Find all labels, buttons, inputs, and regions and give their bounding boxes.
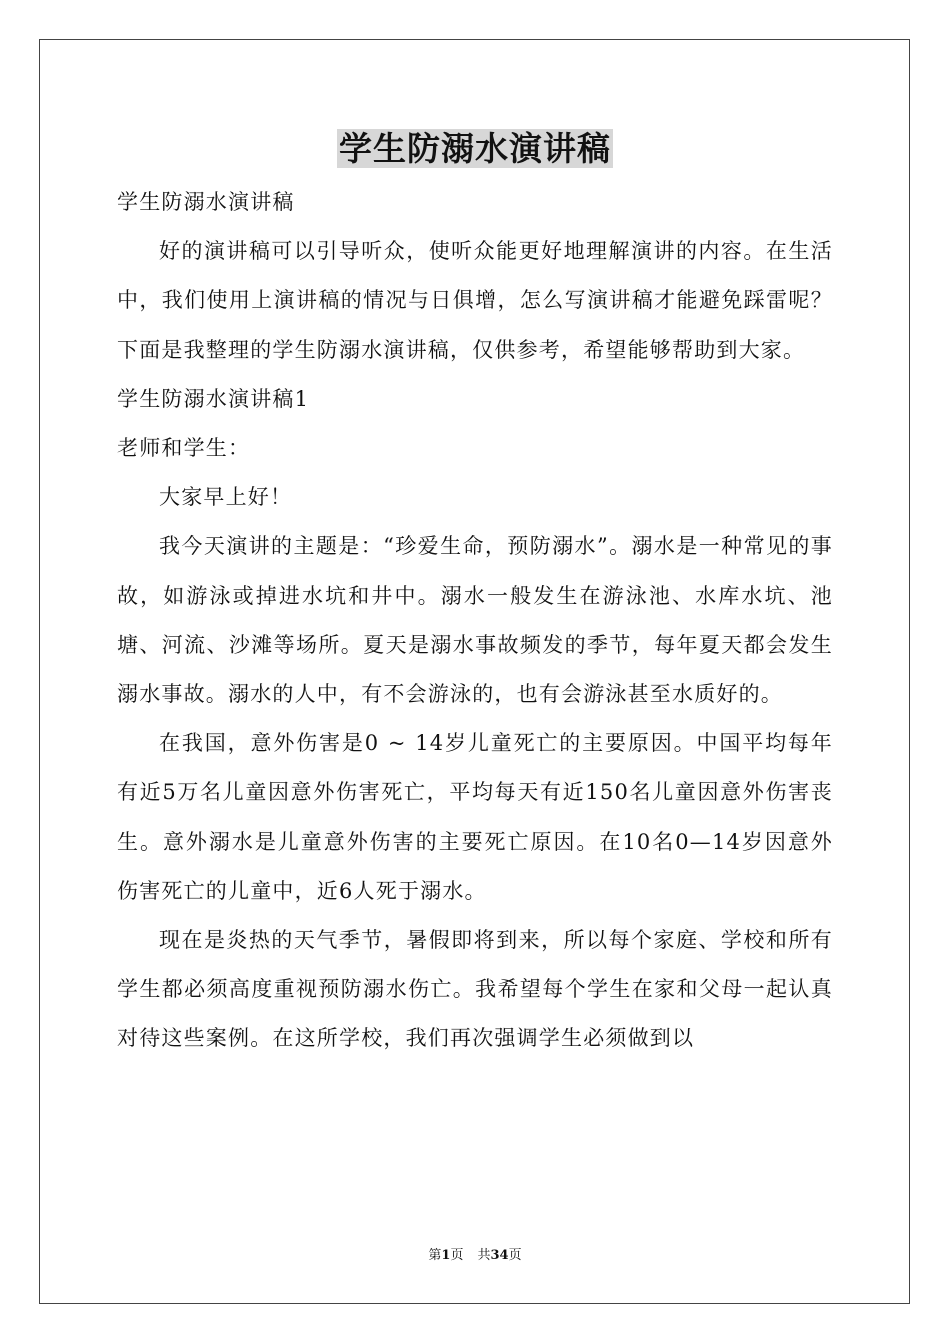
total-suffix: 页 [508,1248,522,1263]
intro-paragraph: 好的演讲稿可以引导听众，使听众能更好地理解演讲的内容。在生活中，我们使用上演讲稿的情况与日俱增，怎么写演讲稿才能避免踩雷呢？下面是我整理的学生防溺水演讲稿，仅供参考，希望能够帮助到大家。 [117,239,833,362]
body-paragraph: 我今天演讲的主题是：“珍爱生命，预防溺水”。溺水是一种常见的事故，如游泳或掉进水坑和井中。溺水一般发生在游泳池、水库水坑、池塘、河流、沙滩等场所。夏天是溺水事故频发的季节，每年夏天都会发生溺水事故。溺水的人中，有不会游泳的，也有会游泳甚至水质好的。 [117,534,833,707]
page-number: 1 [441,1248,451,1263]
salutation: 老师和学生： [117,436,251,461]
total-prefix: 共 [477,1248,491,1263]
page-suffix: 页 [450,1248,464,1263]
document-body [117,178,833,1064]
section-heading: 学生防溺水演讲稿1 [117,386,310,411]
body-paragraph: 在我国，意外伤害是0 ~ 14岁儿童死亡的主要原因。中国平均每年有近5万名儿童因意外伤害死亡，平均每天有近150名儿童因意外伤害丧生。意外溺水是儿童意外伤害的主要死亡原因。在10名0—14岁因意外伤害死亡的儿童中，近6人死于溺水。 [117,731,833,903]
document-title [0,126,950,172]
total-pages: 34 [490,1248,509,1263]
page-prefix: 第 [428,1248,442,1263]
greeting: 大家早上好！ [159,485,293,510]
body-paragraph: 现在是炎热的天气季节，暑假即将到来，所以每个家庭、学校和所有学生都必须高度重视预防溺水伤亡。我希望每个学生在家和父母一起认真对待这些案例。在这所学校，我们再次强调学生必须做到以 [117,928,833,1051]
subtitle-paragraph: 学生防溺水演讲稿 [117,190,295,214]
document-title-text: 学生防溺水演讲稿 [339,129,611,168]
page-footer [0,1247,950,1265]
